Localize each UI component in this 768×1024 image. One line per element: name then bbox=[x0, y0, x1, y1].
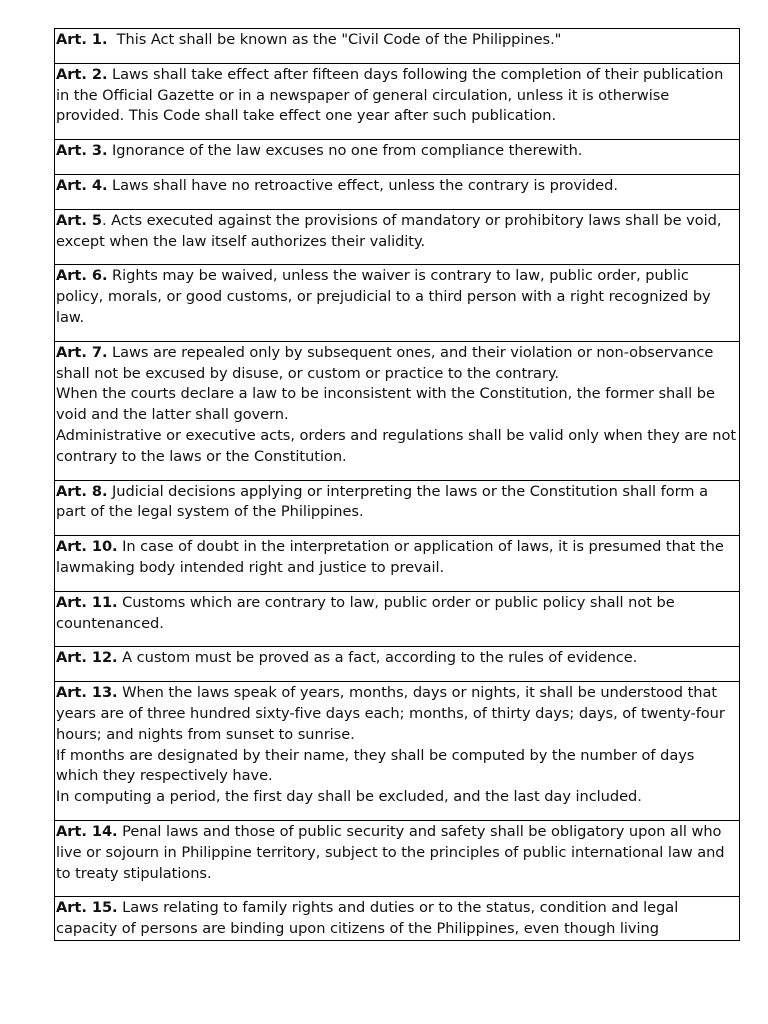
article-paragraph bbox=[56, 176, 739, 197]
article-separator bbox=[107, 31, 116, 48]
article-paragraph bbox=[56, 898, 739, 940]
civil-code-articles-table bbox=[54, 28, 740, 941]
article-paragraph bbox=[56, 648, 739, 669]
article-text: When the courts declare a law to be inconsistent with the Constitution, the former shall be void and the latter shall govern. bbox=[56, 385, 715, 424]
article-cell bbox=[55, 480, 740, 536]
article-number: Art. 4. bbox=[56, 176, 108, 194]
article-row bbox=[55, 897, 740, 941]
article-cell bbox=[55, 63, 740, 139]
article-row bbox=[55, 647, 740, 682]
article-cell bbox=[55, 265, 740, 341]
article-row bbox=[55, 591, 740, 647]
article-paragraph bbox=[56, 822, 739, 884]
article-cell bbox=[55, 591, 740, 647]
article-text: When the laws speak of years, months, days or nights, it shall be understood that years are of three hundred sixty-five days each; months, of thirty days; days, of twenty-four hours; and nights from sunset to sunrise. bbox=[56, 684, 725, 743]
article-number: Art. 6. bbox=[56, 267, 108, 285]
article-text: In case of doubt in the interpretation or application of laws, it is presumed that the lawmaking body intended right and justice to prevail. bbox=[56, 538, 724, 576]
article-paragraph bbox=[56, 211, 739, 253]
article-text: If months are designated by their name, they shall be computed by the number of days which they respectively have. bbox=[56, 746, 695, 785]
article-paragraph bbox=[56, 384, 739, 426]
article-number: Art. 14. bbox=[56, 822, 118, 840]
article-number: Art. 7. bbox=[56, 343, 108, 361]
article-cell bbox=[55, 174, 740, 209]
article-paragraph bbox=[56, 593, 739, 635]
article-paragraph bbox=[56, 141, 739, 162]
article-text: Laws relating to family rights and duties or to the status, condition and legal capacity of persons are binding upon citizens of the Philippines, even though living bbox=[56, 899, 679, 938]
article-row bbox=[55, 29, 740, 64]
article-cell bbox=[55, 536, 740, 592]
article-row bbox=[55, 480, 740, 536]
article-row bbox=[55, 209, 740, 265]
article-row bbox=[55, 63, 740, 139]
article-number: Art. 8. bbox=[56, 482, 108, 500]
articles-table-body bbox=[55, 29, 740, 941]
article-row bbox=[55, 265, 740, 341]
article-paragraph bbox=[56, 426, 739, 468]
article-row bbox=[55, 536, 740, 592]
article-row bbox=[55, 682, 740, 821]
article-text: . Acts executed against the provisions of mandatory or prohibitory laws shall be void, except when the law itself authorizes their validity. bbox=[56, 211, 722, 250]
article-paragraph bbox=[56, 537, 739, 579]
article-row bbox=[55, 820, 740, 896]
article-text: Laws shall have no retroactive effect, unless the contrary is provided. bbox=[112, 176, 618, 194]
article-number: Art. 11. bbox=[56, 593, 118, 611]
article-number: Art. 10. bbox=[56, 538, 118, 556]
article-cell bbox=[55, 209, 740, 265]
article-paragraph bbox=[56, 746, 739, 788]
article-number: Art. 5 bbox=[56, 211, 102, 229]
article-text: Laws are repealed only by subsequent ones, and their violation or non-observance shall not be excused by disuse, or custom or practice to the contrary. bbox=[56, 343, 714, 382]
article-text: This Act shall be known as the "Civil Code of the Philippines." bbox=[116, 31, 562, 48]
article-text: Customs which are contrary to law, public order or public policy shall not be countenanced. bbox=[56, 593, 675, 632]
article-text: Judicial decisions applying or interpreting the laws or the Constitution shall form a part of the legal system of the Philippines. bbox=[56, 482, 708, 521]
article-row bbox=[55, 341, 740, 480]
article-text: A custom must be proved as a fact, according to the rules of evidence. bbox=[122, 649, 638, 667]
article-number: Art. 3. bbox=[56, 142, 108, 160]
article-paragraph bbox=[56, 30, 739, 51]
article-paragraph bbox=[56, 65, 739, 127]
article-text: Laws shall take effect after fifteen days following the completion of their publication in the Official Gazette or in a newspaper of general circulation, unless it is otherwise provided. This Code shall take effect one year after such publication. bbox=[56, 65, 724, 125]
article-paragraph bbox=[56, 343, 739, 385]
article-text: Penal laws and those of public security and safety shall be obligatory upon all who live or sojourn in Philippine territory, subject to the principles of public international law and to treaty stipulations. bbox=[56, 822, 725, 882]
article-text: Ignorance of the law excuses no one from compliance therewith. bbox=[112, 142, 583, 160]
article-cell bbox=[55, 647, 740, 682]
article-paragraph bbox=[56, 683, 739, 745]
article-cell bbox=[55, 341, 740, 480]
article-paragraph bbox=[56, 787, 739, 808]
article-text: In computing a period, the first day shall be excluded, and the last day included. bbox=[56, 788, 642, 806]
article-row bbox=[55, 174, 740, 209]
article-cell bbox=[55, 820, 740, 896]
article-cell bbox=[55, 29, 740, 64]
article-number: Art. 12. bbox=[56, 649, 118, 667]
article-number: Art. 2. bbox=[56, 65, 108, 83]
article-row bbox=[55, 140, 740, 175]
article-text: Rights may be waived, unless the waiver is contrary to law, public order, public policy, morals, or good customs, or prejudicial to a third person with a right recognized by law. bbox=[56, 267, 711, 326]
article-number: Art. 13. bbox=[56, 684, 118, 702]
article-text: Administrative or executive acts, orders and regulations shall be valid only when they are not contrary to the laws or the Constitution. bbox=[56, 426, 737, 465]
article-number: Art. 15. bbox=[56, 899, 118, 917]
article-paragraph bbox=[56, 482, 739, 524]
article-cell bbox=[55, 897, 740, 941]
article-paragraph bbox=[56, 266, 739, 328]
article-cell bbox=[55, 682, 740, 821]
article-cell bbox=[55, 140, 740, 175]
article-number: Art. 1. bbox=[56, 31, 108, 48]
